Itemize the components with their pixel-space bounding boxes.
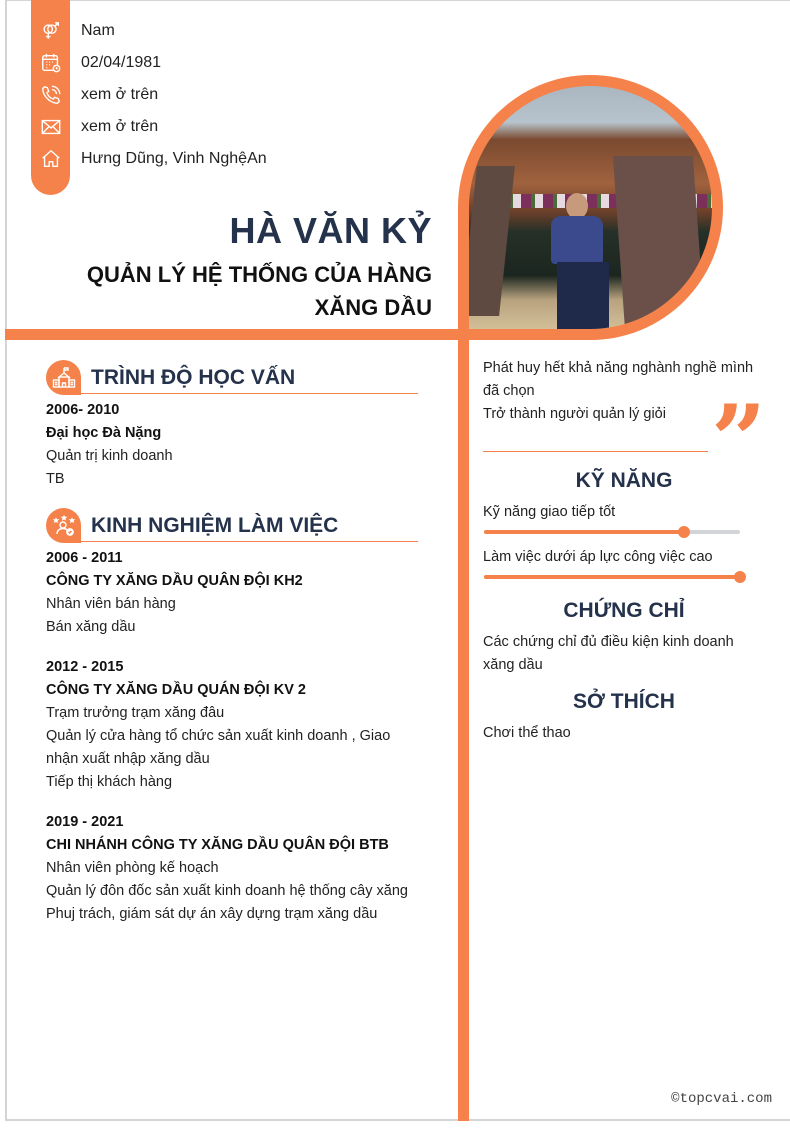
section-title: TRÌNH ĐỘ HỌC VẤN bbox=[91, 366, 296, 389]
education-period: 2006- 2010 bbox=[46, 402, 120, 418]
education-school: Đại học Đà Nặng bbox=[46, 425, 162, 441]
skills-title: KỸ NĂNG bbox=[575, 469, 673, 492]
gender-icon bbox=[31, 15, 70, 47]
section-title: KINH NGHIỆM LÀM VIỆC bbox=[91, 514, 339, 537]
home-icon bbox=[31, 143, 70, 175]
phone-icon bbox=[31, 79, 70, 111]
skill-bar-fill bbox=[484, 575, 740, 579]
experience-item bbox=[46, 811, 426, 926]
watermark: ©topcvai.com bbox=[671, 1091, 772, 1107]
education-header bbox=[46, 360, 418, 396]
skill-label: Kỹ năng giao tiếp tốt bbox=[483, 504, 616, 520]
experience-period: 2006 - 2011 bbox=[46, 550, 123, 566]
contact-text: xem ở trên bbox=[81, 86, 159, 103]
certificates-text: Các chứng chỉ đủ điều kiện kinh doanh xăng dầu bbox=[483, 634, 734, 673]
experience-line: Quản lý cửa hàng tổ chức sản xuất kinh doanh , Giao nhận xuất nhập xăng dầu bbox=[46, 728, 391, 767]
team-rating-icon bbox=[46, 508, 81, 543]
skill-bar bbox=[484, 530, 740, 534]
experience-line: Tiếp thị khách hàng bbox=[46, 774, 173, 790]
school-icon bbox=[46, 360, 81, 395]
education-major: Quản trị kinh doanh bbox=[46, 448, 173, 464]
contact-gender bbox=[31, 15, 115, 47]
education-grade: TB bbox=[46, 471, 65, 487]
contact-email bbox=[31, 111, 158, 143]
job-title: QUẢN LÝ HỆ THỐNG CỦA HÀNG XĂNG DẦU bbox=[86, 262, 432, 320]
skill-bar-fill bbox=[484, 530, 684, 534]
contact-text: Hưng Dũng, Vinh NghệAn bbox=[81, 150, 267, 167]
experience-item bbox=[46, 656, 426, 794]
experience-line: Trạm trưởng trạm xăng đâu bbox=[46, 705, 225, 721]
experience-period: 2012 - 2015 bbox=[46, 659, 124, 675]
skill-label: Làm việc dưới áp lực công việc cao bbox=[483, 549, 713, 565]
hobbies-title: SỞ THÍCH bbox=[573, 690, 675, 713]
experience-line: Bán xăng dầu bbox=[46, 619, 136, 635]
experience-line: Phuj trách, giám sát dự án xây dựng trạm xăng dầu bbox=[46, 906, 378, 922]
skill-bar bbox=[484, 575, 740, 579]
quote-divider bbox=[483, 451, 708, 452]
calendar-icon bbox=[31, 47, 70, 79]
experience-company: CÔNG TY XĂNG DẦU QUÁN ĐỘI KV 2 bbox=[46, 682, 306, 698]
hobbies-text: Chơi thể thao bbox=[483, 725, 571, 741]
contact-text: xem ở trên bbox=[81, 118, 159, 135]
objective-line: Phát huy hết khả năng nghành nghề mình đã chọn bbox=[483, 360, 754, 399]
experience-company: CÔNG TY XĂNG DẦU QUÂN ĐỘI KH2 bbox=[46, 573, 303, 589]
contact-text: 02/04/1981 bbox=[81, 54, 162, 71]
contact-address bbox=[31, 143, 267, 175]
experience-line: Nhân viên phòng kế hoạch bbox=[46, 860, 219, 876]
experience-line: Quản lý đôn đốc sản xuất kinh doanh hệ thống cây xăng bbox=[46, 883, 408, 899]
contact-text: Nam bbox=[81, 22, 115, 39]
contact-phone bbox=[31, 79, 158, 111]
experience-header bbox=[46, 508, 418, 544]
profile-photo bbox=[469, 86, 712, 329]
objective-line: Trở thành người quản lý giỏi bbox=[483, 406, 666, 422]
experience-company: CHI NHÁNH CÔNG TY XĂNG DẦU QUÂN ĐỘI BTB bbox=[46, 837, 389, 853]
experience-item bbox=[46, 547, 426, 639]
vertical-divider bbox=[458, 300, 469, 1121]
experience-line: Nhân viên bán hàng bbox=[46, 596, 176, 612]
contact-birthday bbox=[31, 47, 161, 79]
horizontal-divider bbox=[5, 329, 469, 340]
certificates-title: CHỨNG CHỈ bbox=[563, 599, 685, 622]
experience-period: 2019 - 2021 bbox=[46, 814, 124, 830]
candidate-name: HÀ VĂN KỶ bbox=[229, 210, 432, 251]
mail-icon bbox=[31, 111, 70, 143]
skill-bar-handle bbox=[734, 571, 746, 583]
skill-bar-handle bbox=[678, 526, 690, 538]
education-item bbox=[46, 399, 426, 491]
quote-icon: ” bbox=[711, 384, 767, 497]
